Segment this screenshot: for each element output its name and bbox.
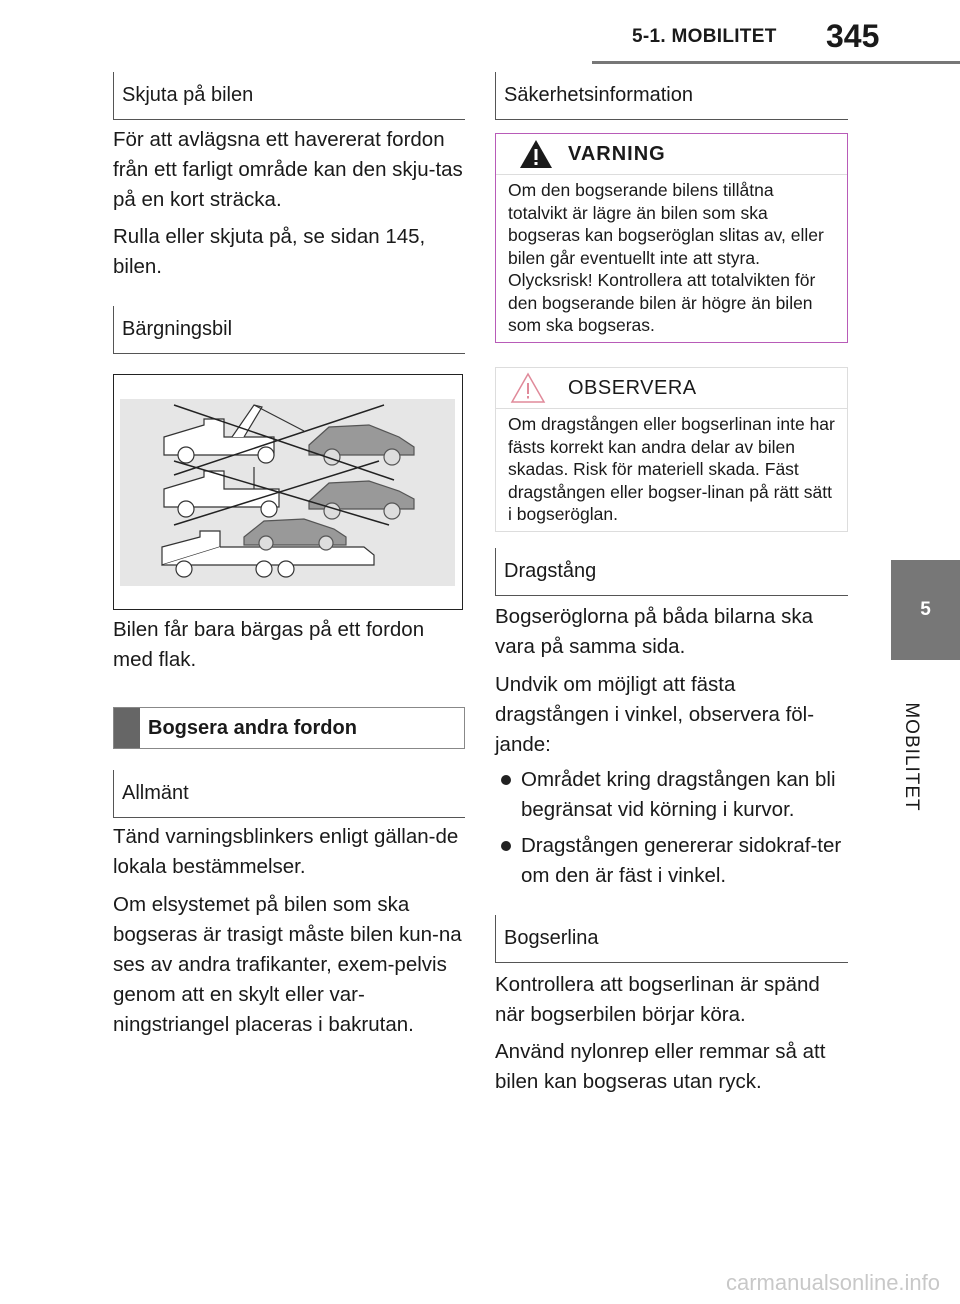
warning-box (495, 133, 848, 343)
note-title: OBSERVERA (568, 376, 697, 399)
towing-figure (113, 374, 463, 610)
tow-truck-para: Bilen får bara bärgas på ett fordon med flak. (113, 618, 425, 671)
general-para-1: Tänd varningsblinkers enligt gällan-de lokala bestämmelser. (113, 825, 459, 878)
towbar-bullets (495, 765, 850, 897)
warning-triangle-icon (518, 138, 554, 170)
push-para-2: Rulla eller skjuta på, se sidan 145, bilen. (113, 225, 426, 278)
note-header (496, 368, 847, 409)
tow-others-heading-text: Bogsera andra fordon (148, 716, 357, 739)
note-box (495, 367, 848, 532)
heading-block (114, 708, 140, 748)
section-title: 5-1. MOBILITET (632, 26, 777, 47)
warning-header (496, 134, 847, 175)
tow-others-heading (113, 707, 465, 749)
bullet-item: Området kring dragstången kan bli begränsat vid körning i kurvor. (495, 765, 850, 825)
towing-methods-illustration (114, 375, 461, 608)
warning-text: Om den bogserande bilens tillåtna totalvikt är lägre än bilen som ska bogseras kan bogseröglan slitas av, eller bilen går eventuellt inte att styra. Olycksrisk! Kontrollera att totalvikten för den bogserande bilen är högre än bilen som ska bogseras. (508, 180, 824, 335)
bullet-item: Dragstången genererar sidokraf-ter om den är fäst i vinkel. (495, 831, 850, 891)
tow-truck-heading: Bärgningsbil (113, 306, 465, 354)
towbar-heading: Dragstång (495, 548, 848, 596)
warning-title: VARNING (568, 142, 666, 165)
watermark: carmanualsonline.info (726, 1270, 941, 1295)
header-rule (592, 61, 960, 64)
general-heading: Allmänt (113, 770, 465, 818)
chapter-label (895, 672, 927, 842)
page-number: 345 (826, 18, 880, 54)
tow-rope-para-2: Använd nylonrep eller remmar så att bilen kan bogseras utan ryck. (495, 1040, 826, 1093)
push-heading: Skjuta på bilen (113, 72, 465, 120)
tow-rope-para-1: Kontrollera att bogserlinan är spänd när bogserbilen börjar köra. (495, 973, 820, 1026)
note-text: Om dragstången eller bogserlinan inte har fästs korrekt kan andra delar av bilen skadas. Risk för materiell skada. Fäst dragstången eller bogser-linan på rätt sätt i bogseröglan. (508, 414, 835, 524)
chapter-tab[interactable]: 5 (891, 560, 960, 660)
towbar-para-2: Undvik om möjligt att fästa dragstången i vinkel, observera föl-jande: (495, 673, 815, 756)
chapter-label-text: MOBILITET (901, 702, 922, 812)
general-para-2: Om elsystemet på bilen som ska bogseras är trasigt måste bilen kun-na ses av andra trafikanter, exem-pelvis genom att en skylt eller var-ningstriangel placeras i bakrutan. (113, 893, 462, 1036)
tow-rope-heading: Bogserlina (495, 915, 848, 963)
push-para-1: För att avlägsna ett havererat fordon från ett farligt område kan den skju-tas på en kort sträcka. (113, 128, 463, 211)
safety-heading: Säkerhetsinformation (495, 72, 848, 120)
towbar-para-1: Bogseröglorna på båda bilarna ska vara på samma sida. (495, 605, 813, 658)
caution-triangle-icon (510, 372, 546, 404)
